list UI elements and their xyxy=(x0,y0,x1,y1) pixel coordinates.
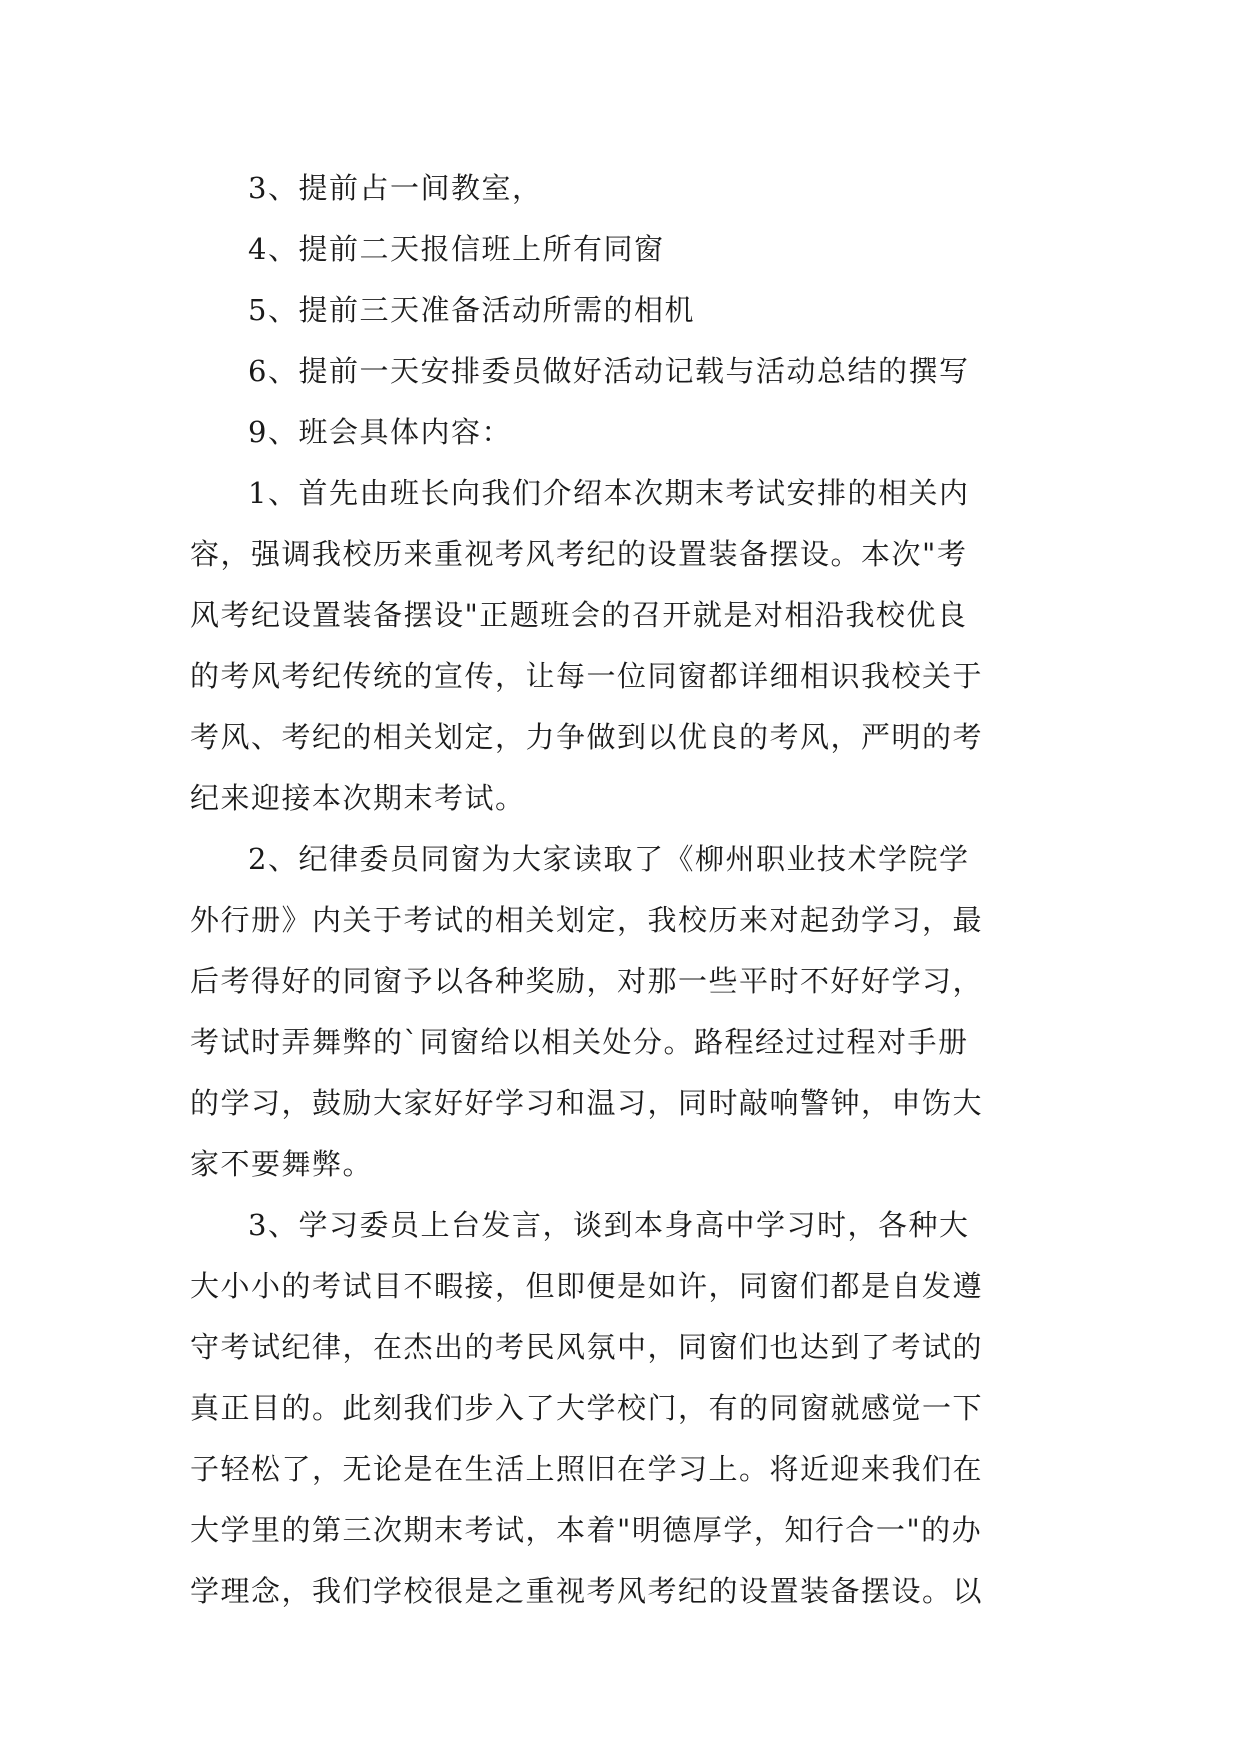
list-item: 6、提前一天安排委员做好活动记载与活动总结的撰写 xyxy=(248,354,970,388)
text-line: 子轻松了，无论是在生活上照旧在学习上。将近迎来我们在 xyxy=(190,1452,984,1486)
text-line: 外行册》内关于考试的相关划定，我校历来对起劲学习，最 xyxy=(190,903,984,937)
section-heading: 9、班会具体内容： xyxy=(248,415,512,449)
paragraph-3 xyxy=(190,1195,1050,1622)
text-line: 2、纪律委员同窗为大家读取了《柳州职业技术学院学 xyxy=(248,842,970,876)
text-line: 的考风考纪传统的宣传，让每一位同窗都详细相识我校关于 xyxy=(190,659,984,693)
text-line: 大小小的考试目不暇接，但即便是如许，同窗们都是自发遵 xyxy=(190,1269,984,1303)
paragraph-1 xyxy=(190,463,1050,829)
text-line: 大学里的第三次期末考试，本着"明德厚学，知行合一"的办 xyxy=(190,1513,983,1547)
text-line: 考风、考纪的相关划定，力争做到以优良的考风，严明的考 xyxy=(190,720,984,754)
text-line: 的学习，鼓励大家好好学习和温习，同时敲响警钟，申饬大 xyxy=(190,1086,984,1120)
text-line: 考试时弄舞弊的`同窗给以相关处分。路程经过过程对手册 xyxy=(190,1025,969,1059)
text-line: 家不要舞弊。 xyxy=(190,1147,374,1181)
text-line: 学理念，我们学校很是之重视考风考纪的设置装备摆设。以 xyxy=(190,1574,984,1608)
text-line: 容，强调我校历来重视考风考纪的设置装备摆设。本次"考 xyxy=(190,537,968,571)
paragraph-2 xyxy=(190,829,1050,1195)
list-item: 4、提前二天报信班上所有同窗 xyxy=(248,232,665,266)
text-line: 1、首先由班长向我们介绍本次期末考试安排的相关内 xyxy=(248,476,970,510)
text-line: 后考得好的同窗予以各种奖励，对那一些平时不好好学习， xyxy=(190,964,984,998)
text-line: 真正目的。此刻我们步入了大学校门，有的同窗就感觉一下 xyxy=(190,1391,984,1425)
text-line: 3、学习委员上台发言，谈到本身高中学习时，各种大 xyxy=(248,1208,970,1242)
text-line: 风考纪设置装备摆设"正题班会的召开就是对相沿我校优良 xyxy=(190,598,968,632)
list-item: 3、提前占一间教室， xyxy=(248,171,543,205)
text-line: 守考试纪律，在杰出的考民风氛中，同窗们也达到了考试的 xyxy=(190,1330,984,1364)
list-item: 5、提前三天准备活动所需的相机 xyxy=(248,293,695,327)
document-body xyxy=(190,158,1050,1622)
text-line: 纪来迎接本次期末考试。 xyxy=(190,781,526,815)
